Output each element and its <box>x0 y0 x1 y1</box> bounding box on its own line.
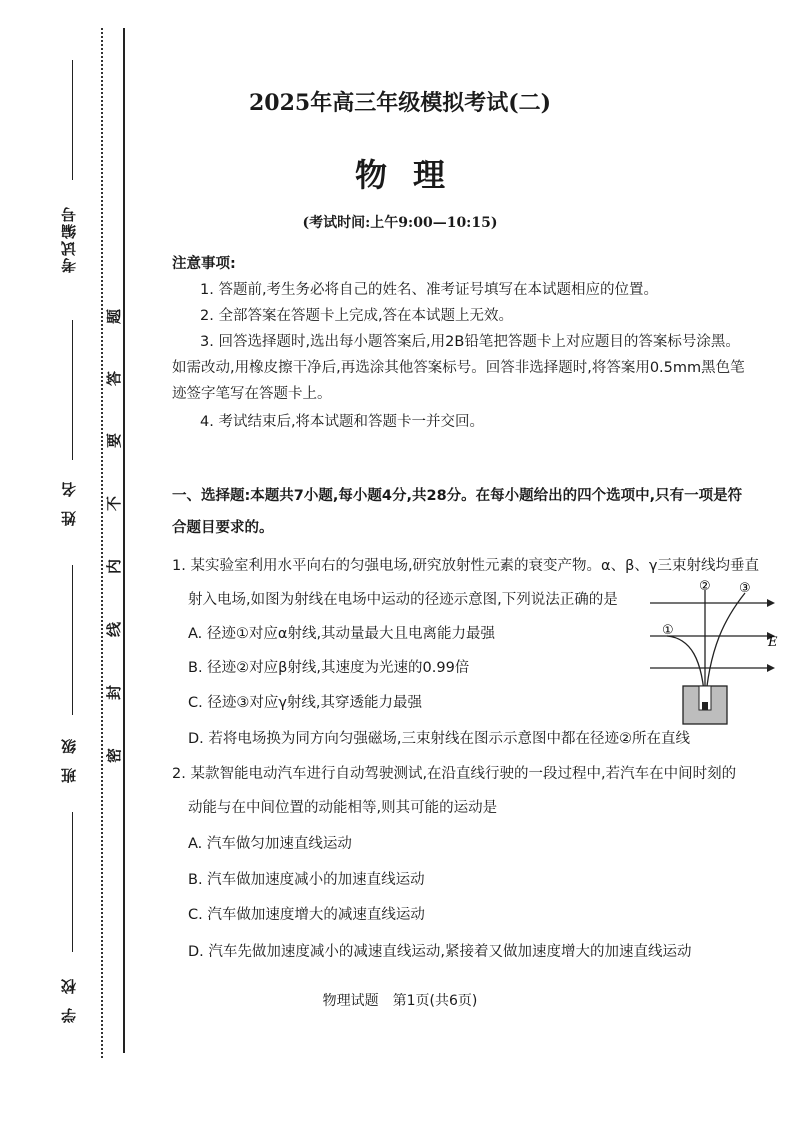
radioactive-source <box>702 702 708 710</box>
seal-char: 要 <box>105 432 124 449</box>
seal-char: 线 <box>105 621 124 638</box>
name-line <box>72 320 73 460</box>
section-heading: 一、选择题:本题共7小题,每小题4分,共28分。在每小题给出的四个选项中,只有一项是符 <box>172 488 743 504</box>
seal-char: 不 <box>105 495 124 512</box>
exam-title: 2025年高三年级模拟考试(二) <box>248 90 552 116</box>
subject-title: 物理 <box>354 156 471 194</box>
arrow-head <box>767 599 775 607</box>
q2-option-a: A. 汽车做匀加速直线运动 <box>188 836 352 852</box>
page-footer: 物理试题 第1页(共6页) <box>322 993 478 1009</box>
exam-time: (考试时间:上午9:00—10:15) <box>302 215 498 231</box>
q2-stem-cont: 动能与在中间位置的动能相等,则其可能的运动是 <box>188 800 498 816</box>
track-2-label: ② <box>699 579 711 594</box>
seal-char: 答 <box>105 370 124 387</box>
field-label: E <box>768 635 778 650</box>
notice-item: 如需改动,用橡皮擦干净后,再选涂其他答案标号。回答非选择题时,将答案用0.5mm黑色笔 <box>172 360 745 376</box>
notice-item: 迹签字笔写在答题卡上。 <box>172 386 332 402</box>
class-line <box>72 565 73 715</box>
q1-figure <box>645 578 780 728</box>
notice-item: 1. 答题前,考生务必将自己的姓名、准考证号填写在本试题相应的位置。 <box>200 282 659 298</box>
arrow-head <box>767 664 775 672</box>
q1-option-b: B. 径迹②对应β射线,其速度为光速的0.99倍 <box>188 660 470 676</box>
notice-item: 3. 回答选择题时,选出每小题答案后,用2B铅笔把答题卡上对应题目的答案标号涂黑。 <box>200 334 740 350</box>
q1-option-a: A. 径迹①对应α射线,其动量最大且电离能力最强 <box>188 626 496 642</box>
name-label: 姓名 <box>60 468 78 526</box>
q2-option-b: B. 汽车做加速度减小的加速直线运动 <box>188 872 425 888</box>
track-1-label: ① <box>662 623 674 638</box>
school-label: 学校 <box>60 965 78 1023</box>
seal-char: 密 <box>105 747 124 764</box>
q1-stem: 1. 某实验室利用水平向右的匀强电场,研究放射性元素的衰变产物。α、β、γ三束射线均垂直 <box>172 558 759 574</box>
q1-option-c: C. 径迹③对应γ射线,其穿透能力最强 <box>188 695 423 711</box>
q1-stem-cont: 射入电场,如图为射线在电场中运动的径迹示意图,下列说法正确的是 <box>188 592 618 608</box>
notice-heading: 注意事项: <box>172 256 236 272</box>
notice-item: 4. 考试结束后,将本试题和答题卡一并交回。 <box>200 414 485 430</box>
seal-char: 封 <box>105 684 124 701</box>
notice-item: 2. 全部答案在答题卡上完成,答在本试题上无效。 <box>200 308 514 324</box>
q2-option-c: C. 汽车做加速度增大的减速直线运动 <box>188 907 425 923</box>
section-heading-cont: 合题目要求的。 <box>172 520 274 536</box>
q2-stem: 2. 某款智能电动汽车进行自动驾驶测试,在沿直线行驶的一段过程中,若汽车在中间时刻的 <box>172 766 737 782</box>
q1-option-d: D. 若将电场换为同方向匀强磁场,三束射线在图示示意图中都在径迹②所在直线 <box>188 731 690 747</box>
seal-char: 内 <box>105 558 124 575</box>
class-label: 班级 <box>60 725 78 783</box>
exam-no-label: 考试编号 <box>60 205 78 273</box>
seal-char: 题 <box>105 308 124 325</box>
track-3-label: ③ <box>739 581 751 596</box>
school-line <box>72 812 73 952</box>
q2-option-d: D. 汽车先做加速度减小的减速直线运动,紧接着又做加速度增大的加速直线运动 <box>188 944 692 960</box>
